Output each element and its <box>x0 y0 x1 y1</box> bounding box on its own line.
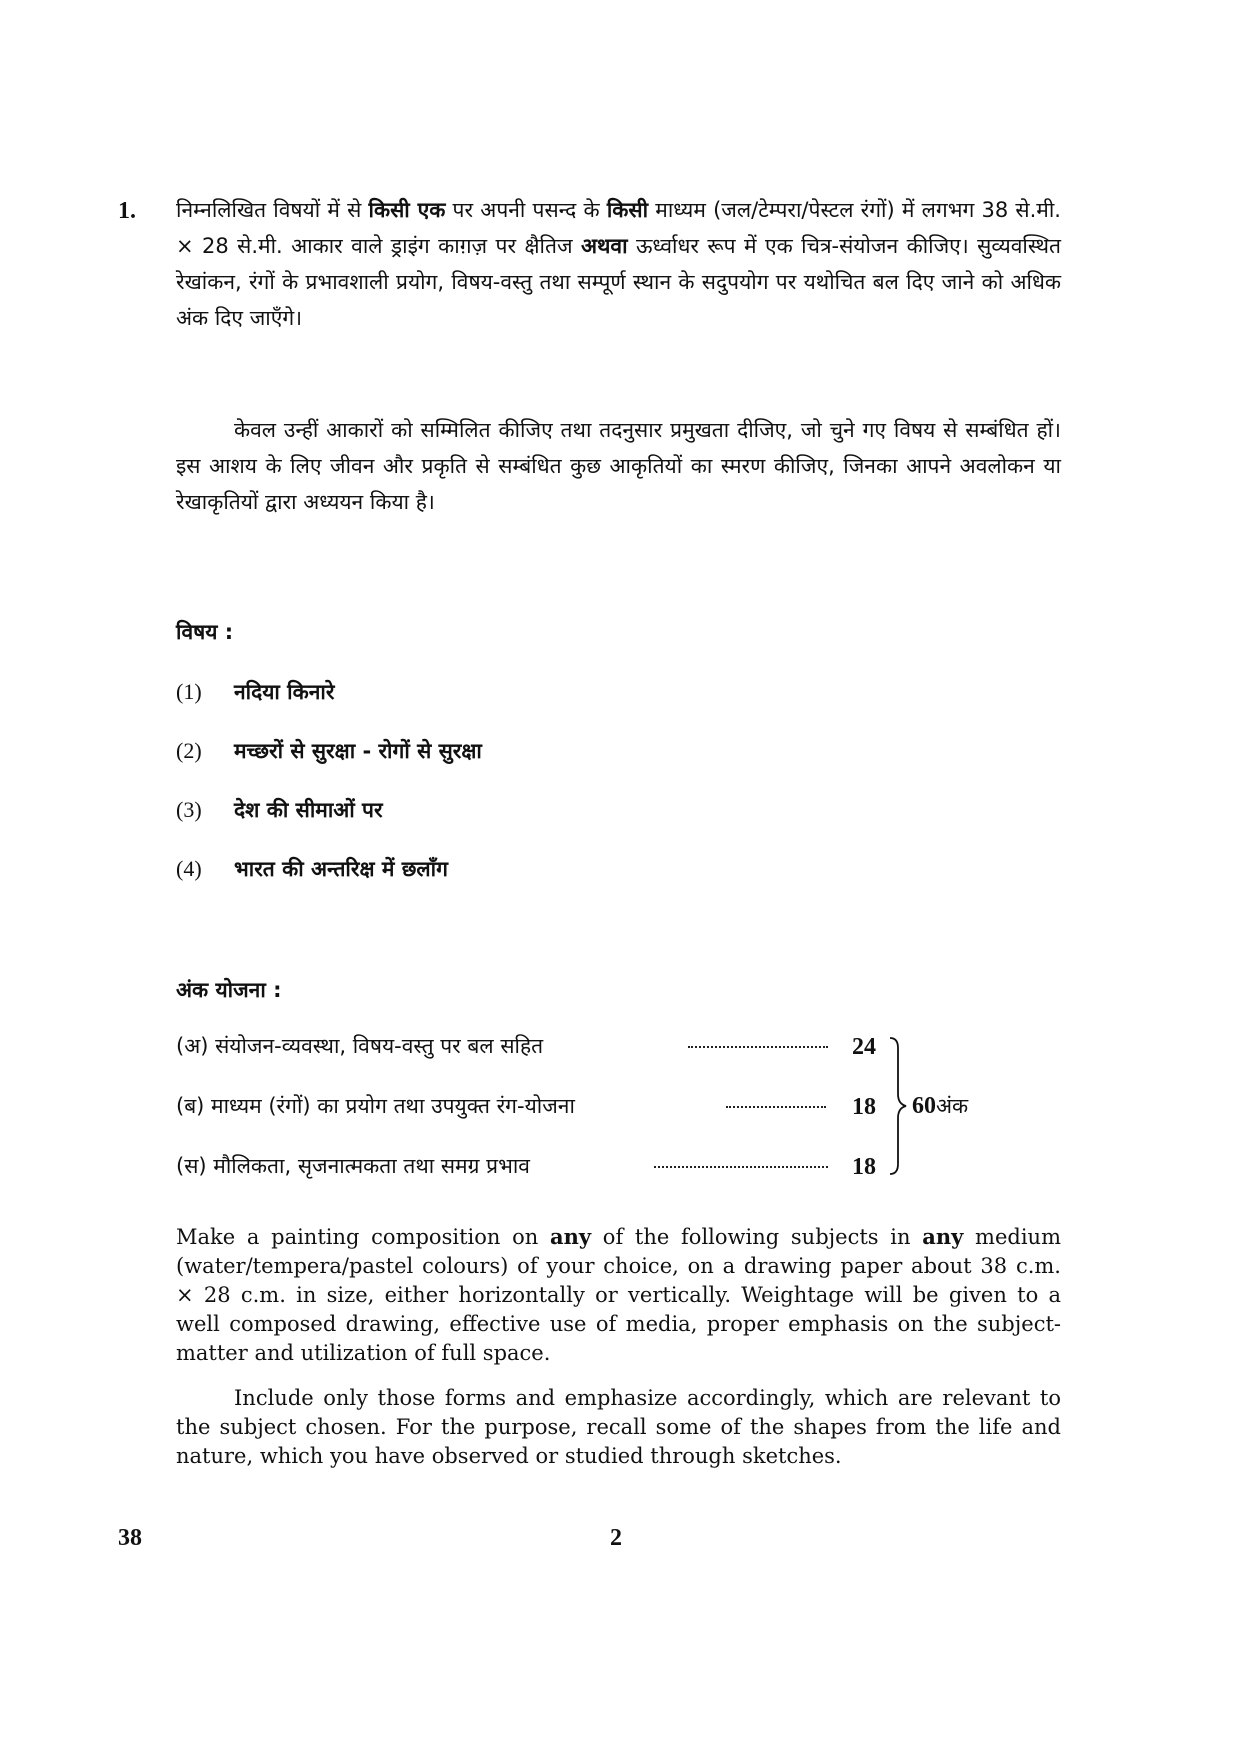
subject-text: भारत की अन्तरिक्ष में छलाँग <box>234 857 448 881</box>
marking-value: 18 <box>852 1154 876 1180</box>
subject-text: देश की सीमाओं पर <box>234 798 383 822</box>
hindi-bold-segment: अथवा <box>580 234 628 258</box>
subject-number: (2) <box>176 738 202 763</box>
curly-brace-icon <box>888 1036 910 1176</box>
hindi-text-segment: पर अपनी पसन्द के <box>445 198 607 222</box>
subject-item <box>176 796 383 824</box>
subject-item <box>176 678 334 706</box>
subject-item <box>176 855 448 883</box>
subjects-heading: विषय : <box>176 620 234 644</box>
marking-criterion: (ब) माध्यम (रंगों) का प्रयोग तथा उपयुक्त रंग-योजना <box>176 1094 575 1118</box>
dot-leader <box>726 1102 826 1108</box>
english-bold-segment: any <box>922 1224 964 1249</box>
marking-criterion: (अ) संयोजन-व्यवस्था, विषय-वस्तु पर बल सहित <box>176 1034 544 1058</box>
subject-number: (4) <box>176 856 202 881</box>
subject-text: मच्छरों से सुरक्षा - रोगों से सुरक्षा <box>234 739 482 763</box>
subject-number: (1) <box>176 679 202 704</box>
marking-criterion: (स) मौलिकता, सृजनात्मकता तथा समग्र प्रभाव <box>176 1154 530 1178</box>
marking-value: 24 <box>852 1034 876 1060</box>
subject-text: नदिया किनारे <box>234 680 335 704</box>
hindi-text-segment: निम्नलिखित विषयों में से <box>176 198 369 222</box>
hindi-bold-segment: किसी <box>606 198 649 222</box>
english-text-segment: Make a painting composition on <box>176 1225 550 1249</box>
dot-leader <box>688 1042 828 1048</box>
english-bold-segment: any <box>550 1224 592 1249</box>
footer-code: 38 <box>118 1525 142 1551</box>
english-forms-paragraph: Include only those forms and emphasize accordingly, which are relevant to the subject chosen. For the purpose, recall some of the shapes from the life and nature, which you have observed or studied through sketches. <box>176 1386 1061 1468</box>
marking-value: 18 <box>852 1094 876 1120</box>
page-number: 2 <box>610 1525 622 1551</box>
hindi-text-segment: ऊर्ध्वाधर रूप में एक चित्र-संयोजन कीजिए। सुव्यवस्थित रेखांकन, रंगों के प्रभावशाली प्रयोग, विषय-वस्तु तथा सम्पूर्ण स्थान के सदुपयोग पर यथोचित बल दिए जाने को अधिक अंक दिए जाएँगे। <box>176 234 1061 330</box>
total-marks <box>912 1092 968 1120</box>
dot-leader <box>654 1162 828 1168</box>
hindi-forms-paragraph: केवल उन्हीं आकारों को सम्मिलित कीजिए तथा तदनुसार प्रमुखता दीजिए, जो चुने गए विषय से सम्बंधित हों। इस आशय के लिए जीवन और प्रकृति से सम्बंधित कुछ आकृतियों का स्मरण कीजिए, जिनका आपने अवलोकन या रेखाकृतियों द्वारा अध्ययन किया है। <box>176 418 1061 514</box>
subject-item <box>176 737 482 765</box>
hindi-bold-segment: किसी एक <box>368 198 446 222</box>
question-number: 1. <box>118 198 136 224</box>
hindi-instructions-paragraph <box>176 192 1061 336</box>
total-marks-unit: अंक <box>936 1094 969 1118</box>
subject-number: (3) <box>176 797 202 822</box>
total-marks-number: 60 <box>912 1093 936 1119</box>
hindi-text-segment: माध्यम (जल/टेम्परा/पेस्टल रंगों) में लगभग 38 से.मी. × 28 से.मी. आकार वाले ड्राइंग काग़ज़ पर क्षैतिज <box>176 198 1061 258</box>
english-instructions-paragraph <box>176 1222 1061 1368</box>
english-text-segment: of the following subjects in <box>591 1225 923 1249</box>
english-text-segment: medium (water/tempera/pastel colours) of your choice, on a drawing paper about 38 c.m. × 28 c.m. in size, either horizontally or vertically. Weightage will be given to a well composed drawing, effective use of media, proper emphasis on the subject-matter and utilization of full space. <box>176 1225 1061 1365</box>
marking-scheme-heading: अंक योजना : <box>176 978 282 1002</box>
